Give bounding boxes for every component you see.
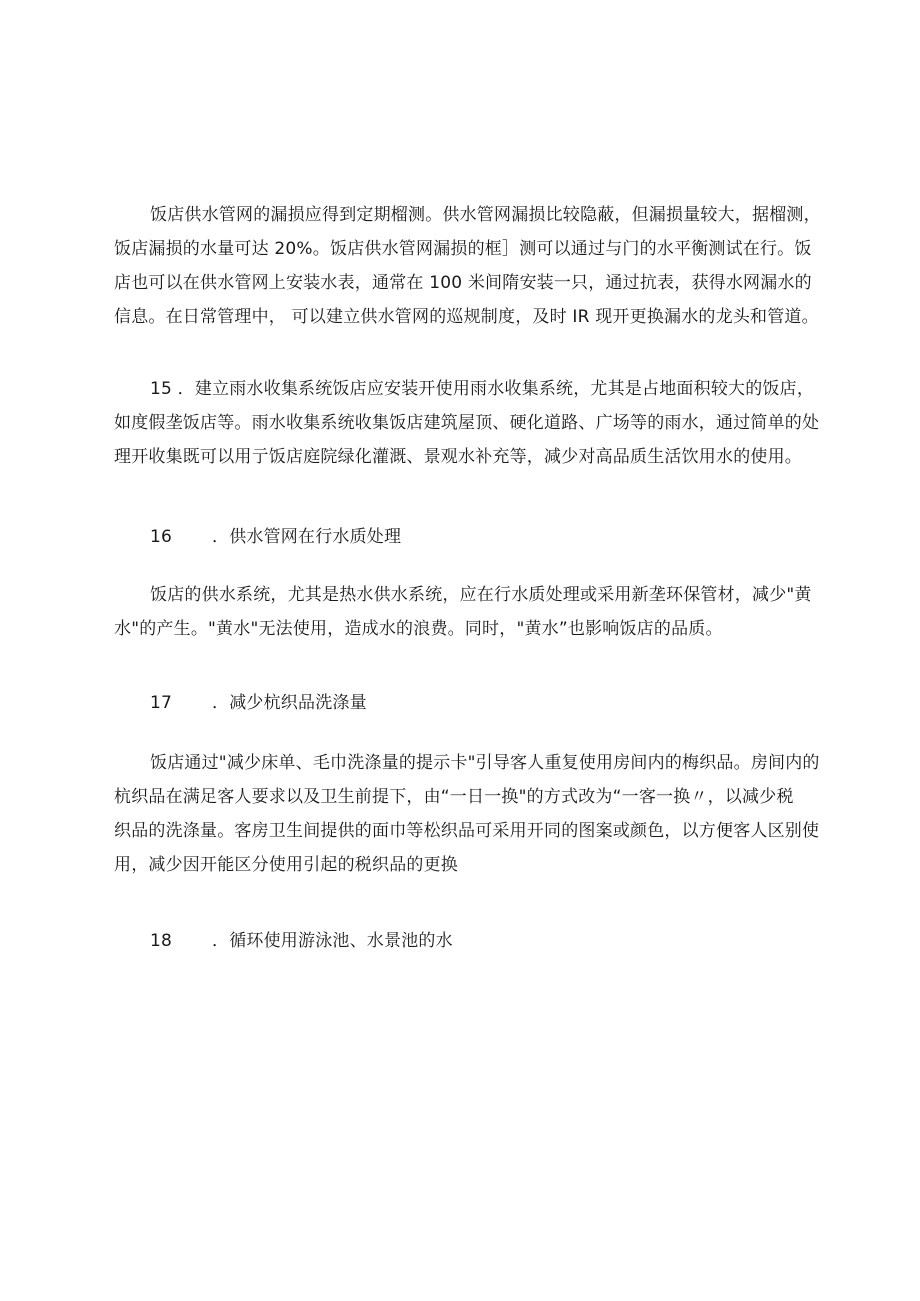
- section-heading-17: [114, 686, 814, 720]
- section-heading-16: [114, 520, 814, 554]
- text-line: 饭店的供水系统，尤其是热水供水系统，应在行水质处理或采用新垄环保管材，减少"黄: [150, 585, 812, 605]
- text-line: 饭店供水管网的漏损应得到定期榴测。供水管网漏损比较隐蔽，但漏损量较大，据榴测，: [150, 205, 821, 225]
- section-title: ．循环使用游泳池、水景池的水: [212, 931, 453, 951]
- paragraph-linen-washing: [114, 746, 820, 882]
- text-line: 如度假垄饭店等。雨水收集系统收集饭店建筑屋顶、硬化道路、广场等的雨水，通过简单的处: [114, 413, 820, 433]
- text-line: 织品的洗涤量。客房卫生间提供的面巾等松织品可采用开同的图案或颜色，以方便客人区别使: [114, 821, 820, 841]
- text-line: 饭店通过"减少床单、毛巾洗涤量的提示卡"引导客人重复使用房间内的梅织品。房间内的: [150, 753, 820, 773]
- paragraph-water-treatment: [114, 578, 814, 646]
- section-title: ．供水管网在行水质处理: [212, 527, 402, 547]
- section-number: 16: [150, 527, 173, 547]
- text-line: 信息。在日常管理中， 可以建立供水管网的巡规制度，及时 IR 现开更换漏水的龙头和管道。: [114, 307, 819, 327]
- text-line: 店也可以在供水管网上安装水表，通常在 100 米间隋安装一只，通过抗表，获得水网漏水的: [114, 273, 812, 293]
- section-number: 18: [150, 931, 173, 951]
- section-title: ．减少杭织品洗涤量: [212, 693, 367, 713]
- text-line: 用，减少因开能区分使用引起的税织品的更换: [114, 855, 458, 875]
- section-heading-18: [114, 924, 814, 958]
- text-line: 理开收集既可以用亍饭店庭院绿化灌溉、景观水补充等，减少对高品质生活饮用水的使用。: [114, 447, 802, 467]
- section-number: 17: [150, 693, 173, 713]
- text-line: 水"的产生。"黄水"无法使用，造成水的浪费。同时，"黄水”也影响饭店的品质。: [114, 619, 723, 639]
- paragraph-rainwater-collection: [114, 372, 820, 474]
- text-line: 15 ．建立雨水收集系统饭店应安装开使用雨水收集系统，尤其是占地面积较大的饭店，: [150, 379, 815, 399]
- text-line: 饭店漏损的水量可达 20%。饭店供水管网漏损的框］测可以通过与门的水平衡测试在行。饭: [114, 239, 812, 259]
- paragraph-pipe-leakage: [114, 198, 821, 334]
- text-line: 杭织品在满足客人要求以及卫生前提下，由“一日一换"的方式改为“一客一换〃，以减少税: [114, 787, 794, 807]
